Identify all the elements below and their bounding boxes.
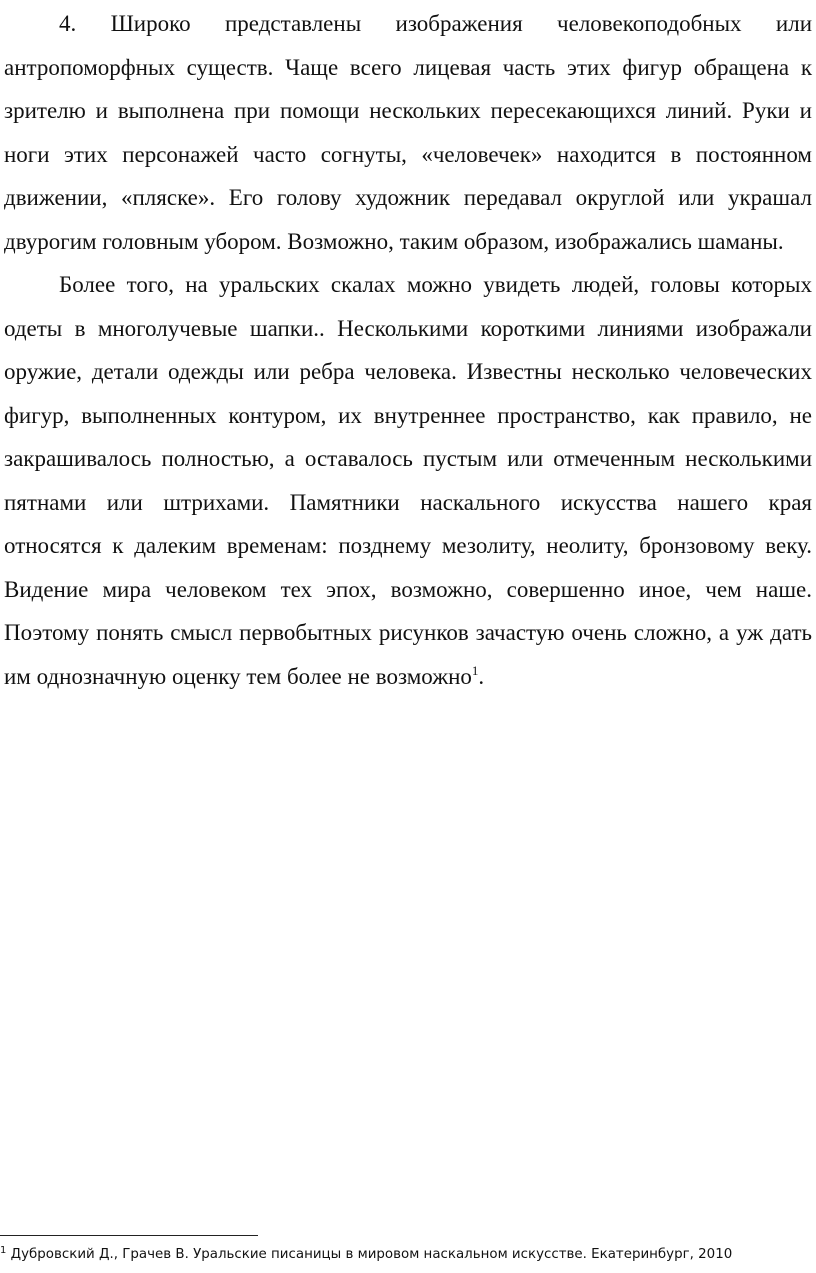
paragraph-2-text: Более того, на уральских скалах можно увидеть людей, головы которых одеты в многолучевые шапки.. Несколькими короткими линиями изображали оружие, детали одежды или ребра человека. Известны несколько человеческих фигур, выполненных контуром, их внутреннее пространство, как правило, не закрашивалось полностью, а оставалось пустым или отмеченным несколькими пятнами или штрихами. Памятники наскального искусства нашего края относятся к далеким временам: позднему мезолиту, неолиту, бронзовому веку. Видение мира человеком тех эпох, возможно, совершенно иное, чем наше. Поэтому понять смысл первобытных рисунков зачастую очень сложно, а уж дать им однозначную оценку тем более не возможно <box>4 272 812 689</box>
footnote-reference[interactable]: 1 <box>471 662 479 678</box>
footnote-marker: 1 <box>0 1245 7 1256</box>
footnote-text: Дубровский Д., Грачев В. Уральские писаницы в мировом наскальном искусстве. Екатеринбург, 2010 <box>10 1247 733 1262</box>
paragraph-2 <box>4 263 812 698</box>
paragraph-2-end-punct: . <box>478 663 485 689</box>
paragraph-1-text: 4. Широко представлены изображения человекоподобных или антропоморфных существ. Чаще всего лицевая часть этих фигур обращена к зрителю и выполнена при помощи нескольких пересекающихся линий. Руки и ноги этих персонажей часто согнуты, «человечек» находится в постоянном движении, «пляске». Его голову художник передавал округлой или украшал двурогим головным убором. Возможно, таким образом, изображались шаманы. <box>4 11 812 254</box>
footnote-separator <box>0 1235 258 1236</box>
footnote <box>0 1245 816 1265</box>
body-text <box>4 2 812 698</box>
paragraph-1 <box>4 2 812 263</box>
